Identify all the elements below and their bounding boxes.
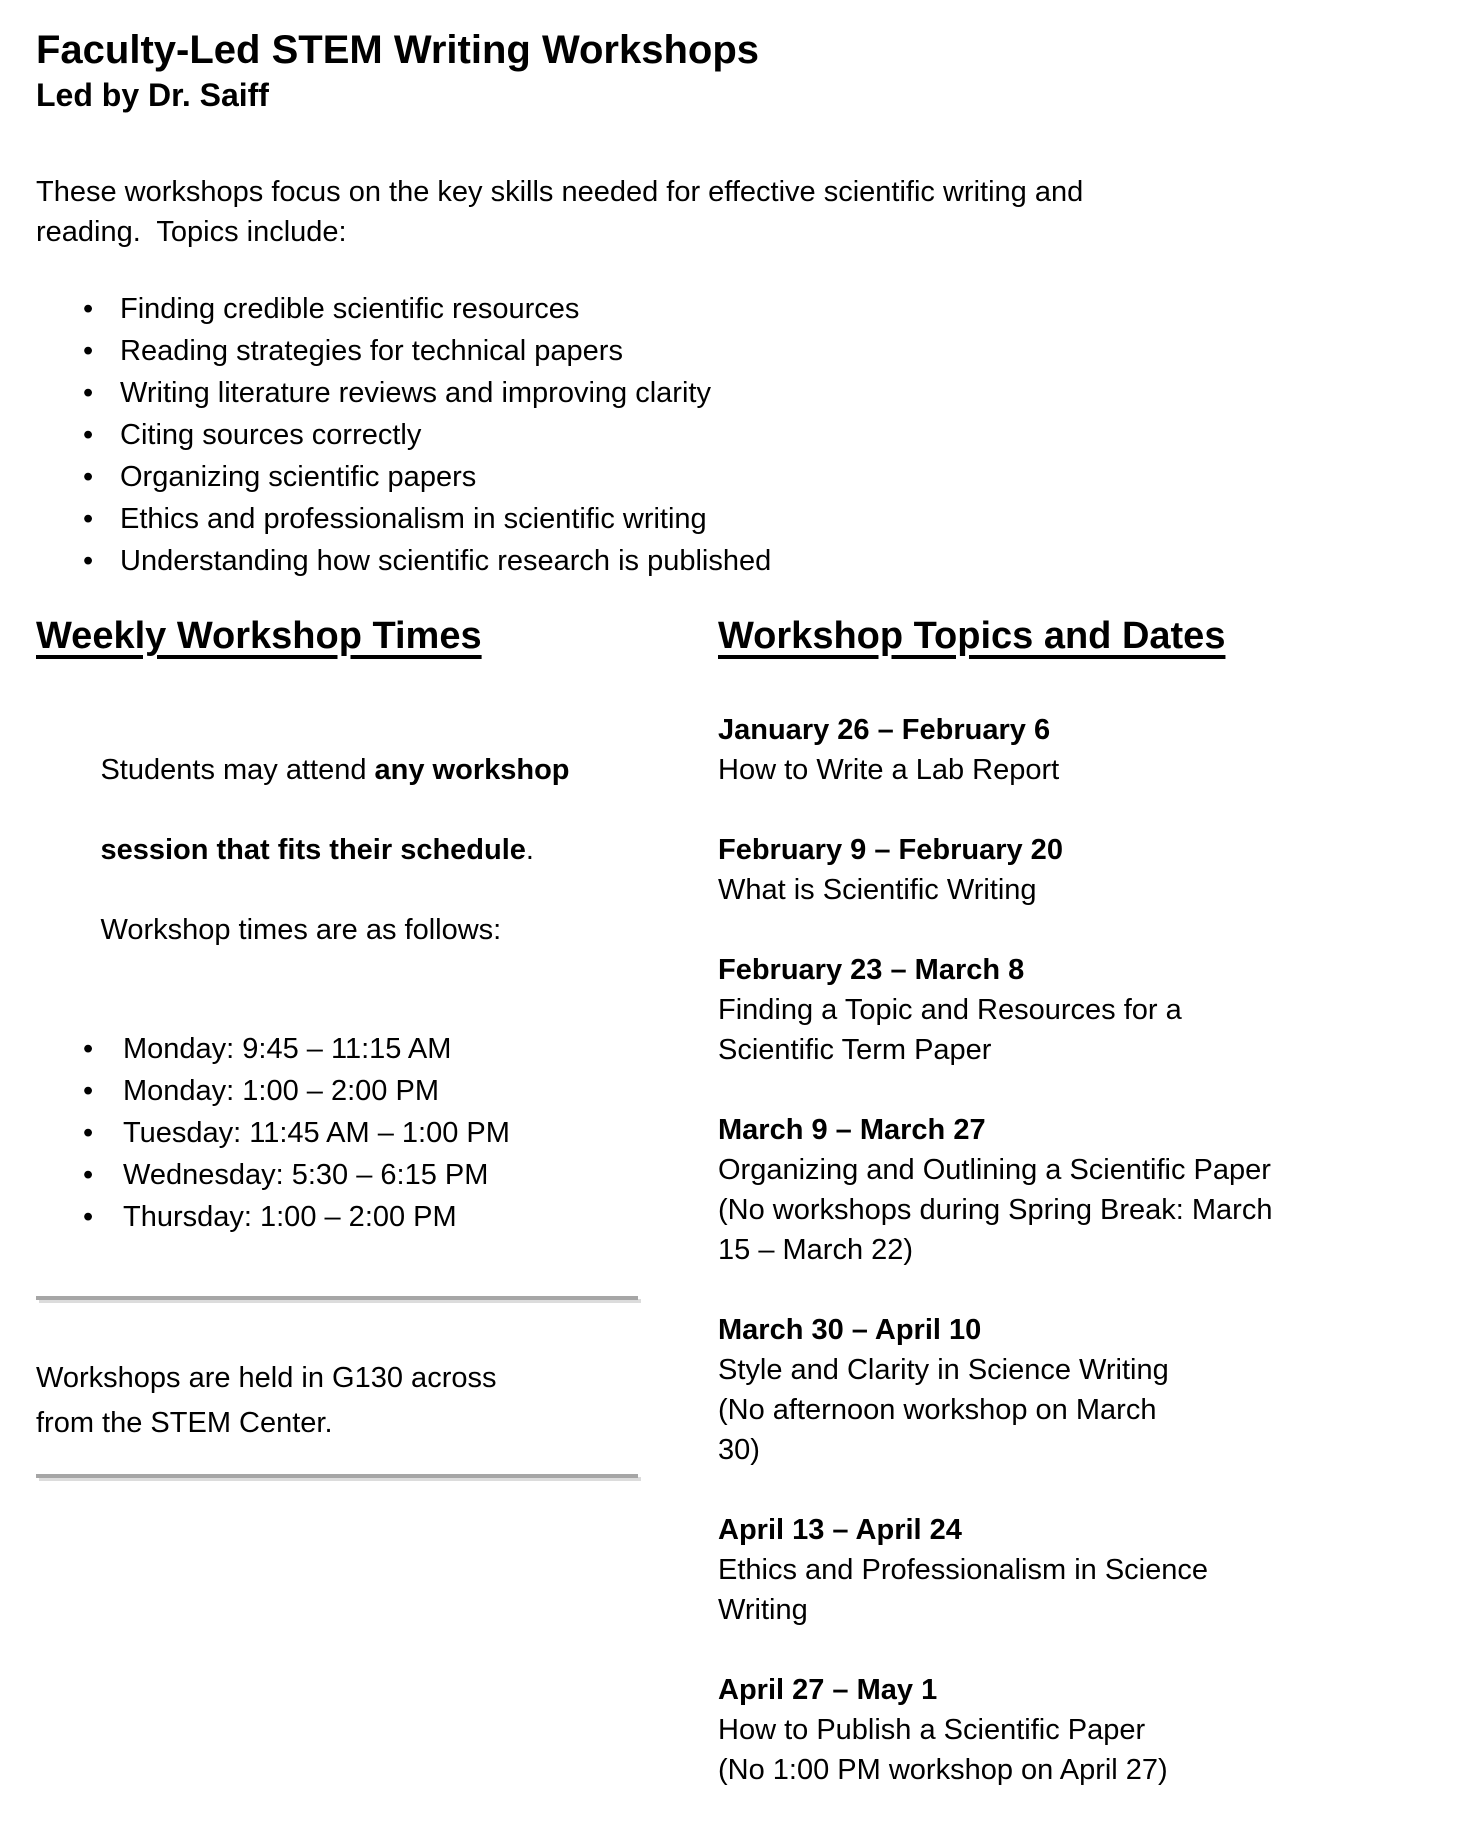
topic-item: [36, 456, 1431, 498]
time-item: [36, 1070, 638, 1112]
schedule-text: Workshop times are as follows:: [100, 914, 502, 946]
location-line: from the STEM Center.: [36, 1407, 333, 1439]
entry-dates: April 13 – April 24: [718, 1514, 962, 1546]
topics-dates-heading: Workshop Topics and Dates: [718, 615, 1226, 657]
time-item-label: Tuesday: 11:45 AM – 1:00 PM: [123, 1117, 510, 1149]
topics-dates-column: [718, 614, 1431, 1826]
topic-item: [36, 372, 1431, 414]
intro-line: These workshops focus on the key skills needed for effective scientific writing and: [36, 176, 1084, 208]
entry-dates: February 9 – February 20: [718, 834, 1063, 866]
topic-item-label: Organizing scientific papers: [120, 461, 477, 493]
workshop-entry: [718, 1310, 1431, 1470]
entry-dates: April 27 – May 1: [718, 1674, 938, 1706]
entry-topic-line: Style and Clarity in Science Writing: [718, 1354, 1169, 1386]
bullet-icon: •: [83, 503, 94, 535]
entry-topic-line: (No workshops during Spring Break: March: [718, 1194, 1273, 1226]
entry-dates: March 30 – April 10: [718, 1314, 982, 1346]
bullet-icon: •: [83, 1033, 94, 1065]
time-item: [36, 1196, 638, 1238]
time-item-label: Monday: 1:00 – 2:00 PM: [123, 1075, 439, 1107]
topic-item-label: Understanding how scientific research is published: [120, 545, 772, 577]
topic-item: [36, 288, 1431, 330]
topic-item: [36, 330, 1431, 372]
workshop-entry: [718, 710, 1431, 790]
divider-line: [36, 1474, 638, 1478]
bullet-icon: •: [83, 545, 94, 577]
workshop-entry: [718, 1510, 1431, 1630]
topics-list: [36, 288, 1431, 582]
page-title: Faculty-Led STEM Writing Workshops: [36, 28, 760, 72]
entry-topic-line: Scientific Term Paper: [718, 1034, 992, 1066]
time-item: [36, 1028, 638, 1070]
entry-topic-line: Finding a Topic and Resources for a: [718, 994, 1182, 1026]
topic-item-label: Ethics and professionalism in scientific writing: [120, 503, 707, 535]
topic-item: [36, 498, 1431, 540]
time-item-label: Thursday: 1:00 – 2:00 PM: [123, 1201, 457, 1233]
workshop-entry: [718, 1110, 1431, 1270]
bullet-icon: •: [83, 1075, 94, 1107]
bullet-icon: •: [83, 335, 94, 367]
bullet-icon: •: [83, 293, 94, 325]
entry-topic-line: What is Scientific Writing: [718, 874, 1037, 906]
topic-item: [36, 540, 1431, 582]
workshop-entry: [718, 1670, 1431, 1790]
page-subtitle: Led by Dr. Saiff: [36, 77, 269, 113]
intro-paragraph: [36, 172, 1431, 252]
location-paragraph: [36, 1356, 638, 1446]
intro-line: reading. Topics include:: [36, 216, 347, 248]
workshop-entry: [718, 830, 1431, 910]
weekly-times-column: [36, 614, 638, 1826]
schedule-text: Students may attend: [100, 754, 375, 786]
entry-topic-line: 30): [718, 1434, 760, 1466]
two-column-section: [36, 614, 1431, 1826]
bullet-icon: •: [83, 1159, 94, 1191]
entry-topic-line: Ethics and Professionalism in Science: [718, 1554, 1209, 1586]
entry-dates: March 9 – March 27: [718, 1114, 986, 1146]
schedule-bold-text: session that fits their schedule: [100, 834, 526, 866]
time-item-label: Monday: 9:45 – 11:15 AM: [123, 1033, 452, 1065]
entry-dates: January 26 – February 6: [718, 714, 1051, 746]
bullet-icon: •: [83, 377, 94, 409]
entry-topic-line: How to Publish a Scientific Paper: [718, 1714, 1146, 1746]
bullet-icon: •: [83, 461, 94, 493]
entry-topic-line: 15 – March 22): [718, 1234, 914, 1266]
entry-topic-line: (No 1:00 PM workshop on April 27): [718, 1754, 1168, 1786]
topic-item: [36, 414, 1431, 456]
time-item-label: Wednesday: 5:30 – 6:15 PM: [123, 1159, 489, 1191]
entry-topic-line: Writing: [718, 1594, 808, 1626]
times-list: [36, 1028, 638, 1238]
schedule-bold-text: any workshop: [374, 754, 570, 786]
topic-item-label: Writing literature reviews and improving clarity: [120, 377, 711, 409]
entry-dates: February 23 – March 8: [718, 954, 1025, 986]
topic-item-label: Reading strategies for technical papers: [120, 335, 623, 367]
entry-topic-line: Organizing and Outlining a Scientific Paper: [718, 1154, 1271, 1186]
time-item: [36, 1154, 638, 1196]
entry-topic-line: (No afternoon workshop on March: [718, 1394, 1157, 1426]
bullet-icon: •: [83, 1201, 94, 1233]
bullet-icon: •: [83, 419, 94, 451]
location-line: Workshops are held in G130 across: [36, 1362, 497, 1394]
weekly-times-heading: Weekly Workshop Times: [36, 615, 482, 657]
topic-item-label: Citing sources correctly: [120, 419, 422, 451]
entry-topic-line: How to Write a Lab Report: [718, 754, 1060, 786]
topic-item-label: Finding credible scientific resources: [120, 293, 580, 325]
divider-line: [36, 1296, 638, 1300]
schedule-text: .: [525, 834, 534, 866]
bullet-icon: •: [83, 1117, 94, 1149]
workshop-entry: [718, 950, 1431, 1070]
time-item: [36, 1112, 638, 1154]
schedule-paragraph: [36, 710, 638, 990]
